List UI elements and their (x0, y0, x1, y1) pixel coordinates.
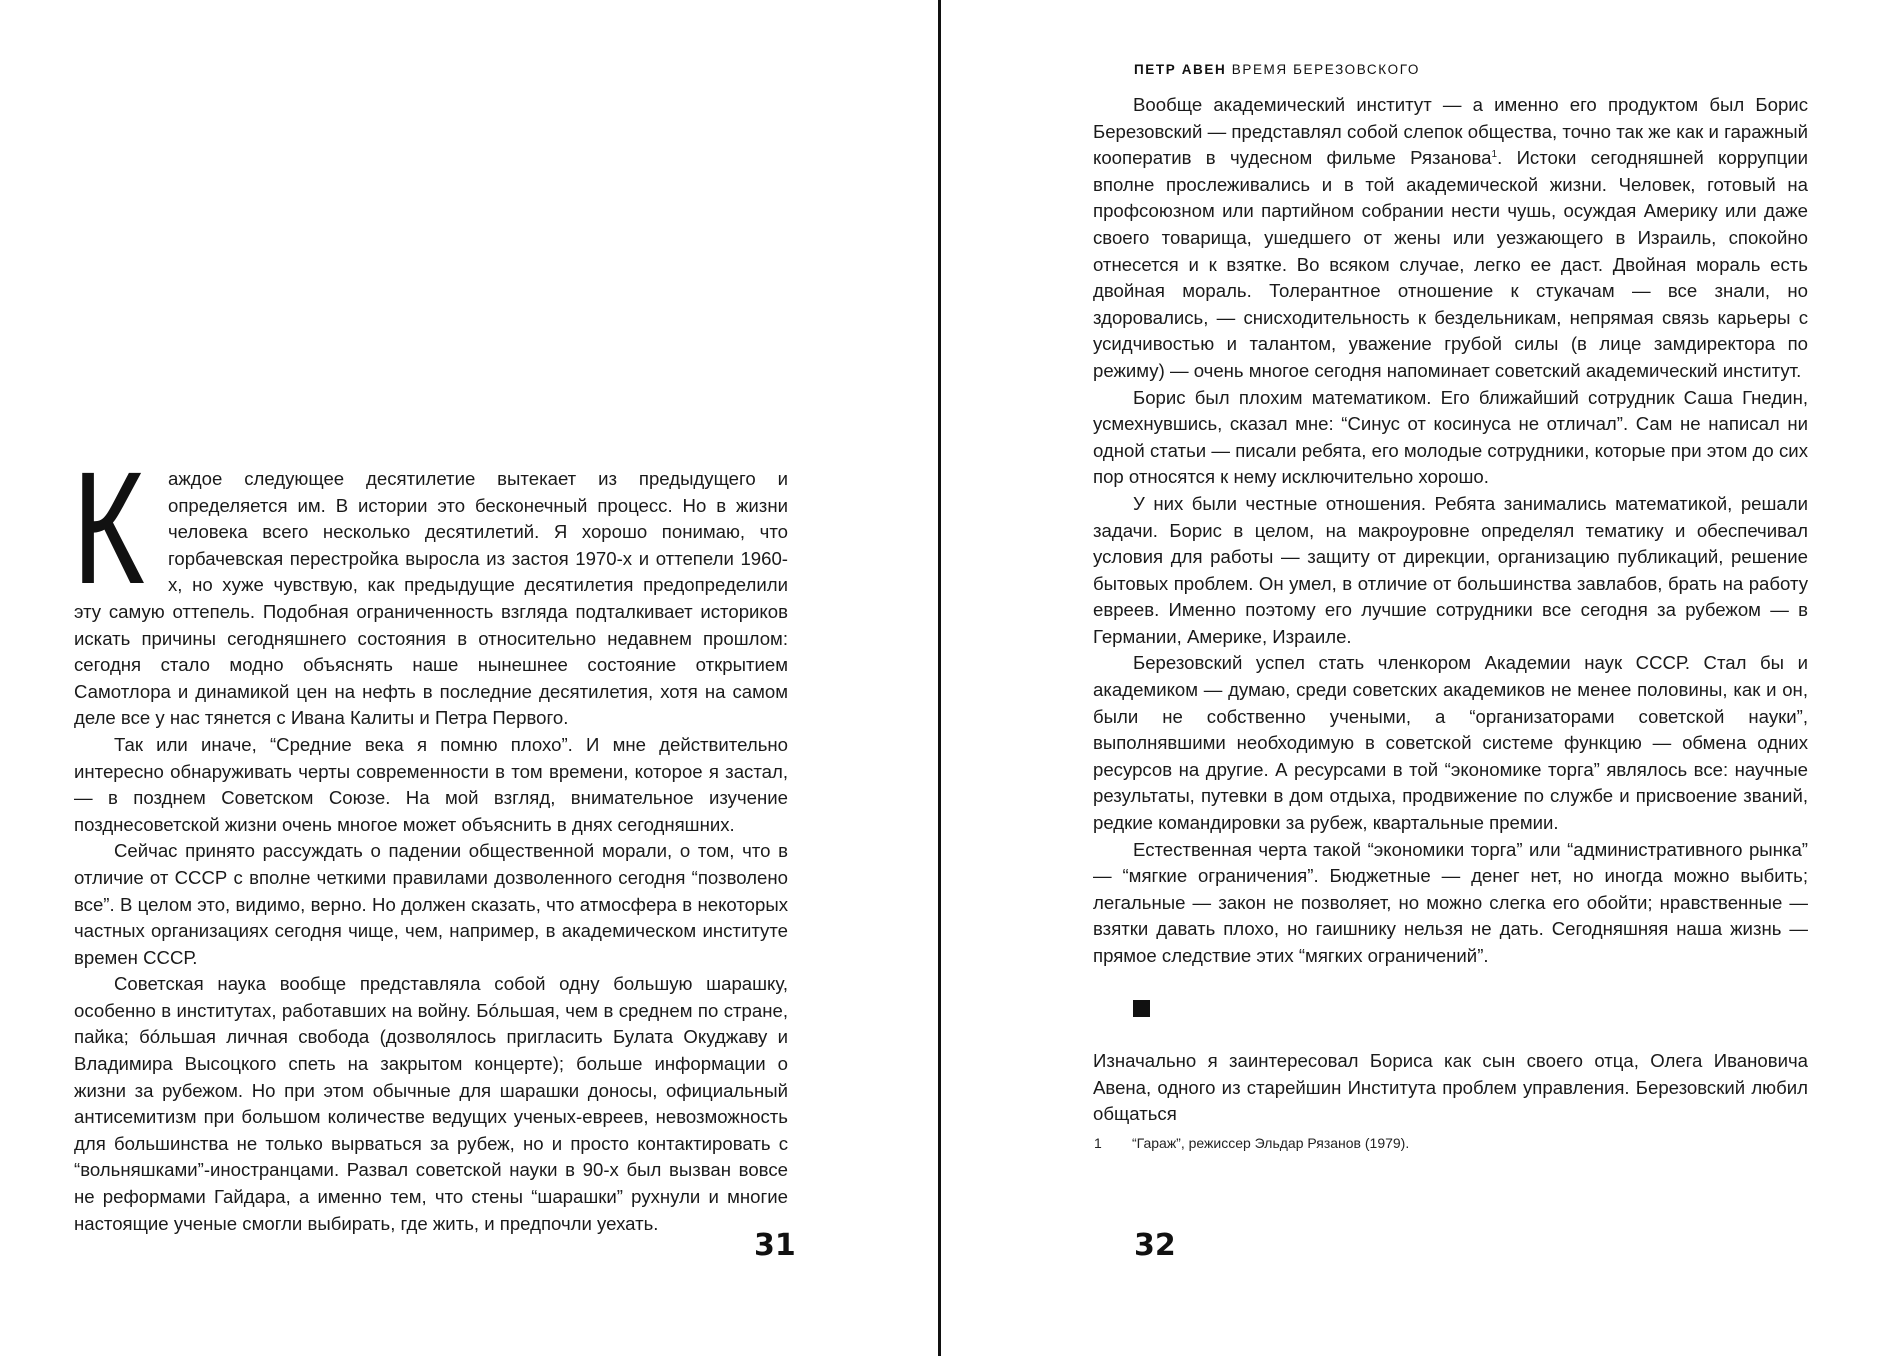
paragraph: Борис был плохим математиком. Его ближайший сотрудник Саша Гнедин, усмехнувшись, сказал мне: “Синус от косинуса не отличал”. Сам не написал ни одной статьи — писали ребята, его молодые сотрудники, которые при этом до сих пор относятся к нему исключительно хорошо. (1093, 386, 1808, 488)
paragraph: Естественная черта такой “экономики торга” или “административного рынка” — “мягкие ограничения”. Бюджетные — денег нет, но иногда можно выбить; легальные — закон не позволяет, но можно слегка его обойти; нравственные — взятки давать плохо, но гаишнику нельзя не дать. Сегодняшняя наша жизнь — прямое следствие этих “мягких ограничений”. (1093, 838, 1808, 966)
opening-paragraph-text: аждое следующее десятилетие вытекает из предыдущего и определяется им. В истории это бесконечный процесс. Но в жизни человека всего несколько десятилетий. Я хорошо понимаю, что горбачевская перестройка выросла из застоя 1970-х и оттепели 1960-х, но хуже чувствую, как предыдущие десятилетия предопределили эту самую оттепель. Подобная ограниченность взгляда подталкивает историков искать причины сегодняшнего состояния в относительно недавнем прошлом: сегодня стало модно объяснять наше нынешнее состояние открытием Самотлора и динамикой цен на нефть в последние десятилетия, хотя на самом деле все у нас тянется с Ивана Калиты и Петра Первого. (74, 468, 788, 729)
footnote-reference[interactable]: 1 (1491, 149, 1498, 160)
paragraph-text: Вообще академический институт — а именно его продуктом был Борис Березовский — представлял собой слепок общества, точно так же как и гаражный кооператив в чудесном фильме Рязанова (1093, 94, 1808, 169)
running-head-author: ПЕТР АВЕН (1134, 62, 1227, 77)
section-text-column (1093, 1048, 1808, 1128)
paragraph-text: . Истоки сегодняшней коррупции вполне прослеживались и в той академической жизни. Человек, готовый на профсоюзном или партийном собрании нести чушь, осуждая Америку или даже своего товарища, ушедшего от жены или уезжающего в Израиль, спокойно отнесется и к взятке. Во всяком случае, легко ее даст. Двойная мораль есть двойная мораль. Толерантное отношение к стукачам — все знали, но здоровались, — снисходительность к бездельникам, непрямая связь карьеры с усидчивостью и талантом, уважение грубой силы (в лице замдиректора по режиму) — очень многое сегодня напоминает советский академический институт. (1093, 147, 1808, 381)
left-page (0, 0, 938, 1356)
paragraph: Так или иначе, “Средние века я помню плохо”. И мне действительно интересно обнаруживать черты современности в том времени, которое я застал, — в позднем Советском Союзе. На мой взгляд, внимательное изучение позднесоветской жизни очень многое может объяснить в днях сегодняшних. (74, 733, 788, 835)
footnote-number: 1 (1094, 1135, 1102, 1151)
paragraph-with-footnote (1093, 92, 1808, 385)
paragraph: Березовский успел стать членкором Академии наук СССР. Стал бы и академиком — думаю, среди советских академиков не менее половины, как и он, были не собственно учеными, а “организаторами советской науки”, выполнявшими необходимую в советской системе функцию — обмена одних ресурсов на другие. А ресурсами в той “экономике торга” являлось все: научные результаты, путевки в дом отдыха, продвижение по службе и присвоение званий, редкие командировки за рубеж, квартальные премии. (1093, 652, 1808, 834)
drop-cap: К (72, 438, 142, 617)
footnote (1094, 1135, 1409, 1151)
right-text-column (1093, 92, 1808, 970)
running-head-title: ВРЕМЯ БЕРЕЗОВСКОГО (1231, 62, 1420, 77)
paragraph: Советская наука вообще представляла собой одну большую шарашку, особенно в институтах, работавших на войну. Бóльшая, чем в среднем по стране, пайка; бóльшая личная свобода (дозволялось пригласить Булата Окуджаву и Владимира Высоцкого спеть на закрытом концерте); больше информации о жизни за рубежом. Но при этом обычные для шарашки доносы, официальный антисемитизм при большом количестве ведущих ученых-евреев, невозможность для большинства не только вырваться за рубеж, но и просто контактировать с “вольняшками”-иностранцами. Развал советской науки в 90-х был вызван вовсе не реформами Гайдара, а именно тем, что стены “шарашки” рухнули и многие настоящие ученые смогли выбирать, где жить, и предпочли уехать. (74, 973, 788, 1234)
left-text-column (72, 438, 788, 1237)
paragraph: Изначально я заинтересовал Бориса как сын своего отца, Олега Ивановича Авена, одного из старейшин Института проблем управления. Березовский любил общаться (1093, 1050, 1808, 1125)
page-number-left: 31 (754, 1228, 796, 1263)
footnote-text: “Гараж”, режиссер Эльдар Рязанов (1979). (1132, 1135, 1410, 1151)
paragraph: У них были честные отношения. Ребята занимались математикой, решали задачи. Борис в целом, на макроуровне определял тематику и обеспечивал условия для работы — защиту от дирекции, организацию публикаций, решение бытовых проблем. Он умел, в отличие от большинства завлабов, брать на работу евреев. Именно поэтому его лучшие сотрудники все сегодня за рубежом — в Германии, Америке, Израиле. (1093, 492, 1808, 647)
section-break-square (1133, 1000, 1150, 1017)
right-page (941, 0, 1877, 1356)
running-head (1134, 62, 1420, 77)
paragraph: Сейчас принято рассуждать о падении общественной морали, о том, что в отличие от СССР с вполне четкими правилами дозволенного сегодня “позволено все”. В целом это, видимо, верно. Но должен сказать, что атмосфера в некоторых частных организациях сегодня чище, чем, например, в академическом институте времен СССР. (74, 840, 788, 968)
opening-paragraph (72, 438, 788, 732)
page-number-right: 32 (1134, 1228, 1176, 1263)
